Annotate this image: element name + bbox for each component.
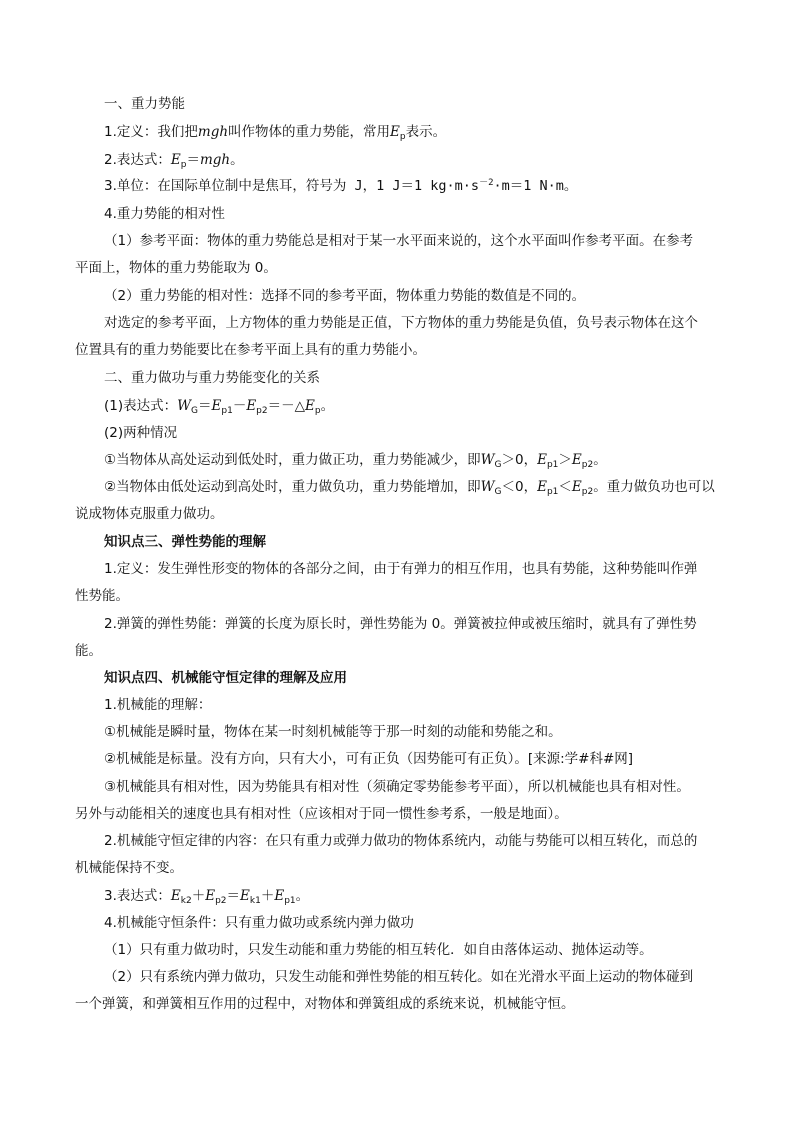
sign-meaning-line-2: 位置具有的重力势能要比在参考平面上具有的重力势能小。: [75, 342, 426, 358]
section-heading-elastic-pe: 知识点三、弹性势能的理解: [104, 534, 266, 550]
case-2-line-1: ②当物体由低处运动到高处时，重力做负功，重力势能增加，即$W_G<0$，$E_{p1}<E_{p2}$。重力做负功也可以: [104, 479, 715, 497]
work-expression-line: (1)表达式：$W_G=E_{p1}-E_{p2}=-\triangle E_p$。: [104, 398, 335, 416]
relativity-title: 4.重力势能的相对性: [104, 206, 225, 222]
section-heading-gravitational-pe: 一、重力势能: [104, 96, 185, 112]
law-line-2: 机械能保持不变。: [75, 860, 183, 876]
case-1-line: ①当物体从高处运动到低处时，重力做正功，重力势能减少，即$W_G>0$，$E_{p1}>E_{p2}$。: [104, 452, 607, 470]
understanding-item-3-line-1: ③机械能具有相对性，因为势能具有相对性（须确定零势能参考平面），所以机械能也具有相对性。: [104, 779, 690, 795]
reference-plane-line-1: （1）参考平面：物体的重力势能总是相对于某一水平面来说的，这个水平面叫作参考平面。在参考: [104, 233, 694, 249]
expression-line: 2.表达式：$E_p=mgh$。: [104, 152, 244, 170]
understanding-item-1: ①机械能是瞬时量，物体在某一时刻机械能等于那一时刻的动能和势能之和。: [104, 724, 562, 740]
case-2-line-2: 说成物体克服重力做功。: [75, 506, 224, 522]
section-heading-conservation: 知识点四、机械能守恒定律的理解及应用: [104, 670, 347, 686]
elastic-definition-line-1: 1.定义：发生弹性形变的物体的各部分之间，由于有弹力的相互作用，也具有势能，这种势能叫作弹: [104, 561, 698, 577]
understanding-item-2: ②机械能是标量。没有方向，只有大小，可有正负（因势能可有正负）。[来源:学#科#网]: [104, 751, 634, 767]
spring-pe-line-2: 能。: [75, 643, 102, 659]
conservation-expression-line: 3.表达式：$E_{k2}+E_{p2}=E_{k1}+E_{p1}$。: [104, 888, 310, 906]
understanding-item-3-line-2: 另外与动能相关的速度也具有相对性（应该相对于同一惯性参考系，一般是地面）。: [75, 806, 568, 822]
unit-line: 3.单位：在国际单位制中是焦耳，符号为 J，1 J＝1 $kg\cdot m\cdot s^{-2}\cdot m=1$ N·m。: [104, 178, 578, 194]
condition-item-2-line-2: 一个弹簧，和弹簧相互作用的过程中，对物体和弹簧组成的系统来说，机械能守恒。: [75, 996, 575, 1012]
sign-meaning-line-1: 对选定的参考平面，上方物体的重力势能是正值，下方物体的重力势能是负值，负号表示物体在这个: [104, 315, 698, 331]
condition-item-1: （1）只有重力做功时，只发生动能和重力势能的相互转化．如自由落体运动、抛体运动等。: [104, 942, 653, 958]
reference-plane-line-2: 平面上，物体的重力势能取为 0。: [75, 260, 277, 276]
condition-item-2-line-1: （2）只有系统内弹力做功，只发生动能和弹性势能的相互转化。如在光滑水平面上运动的物体碰到: [104, 969, 694, 985]
law-line-1: 2.机械能守恒定律的内容：在只有重力或弹力做功的物体系统内，动能与势能可以相互转化，而总的: [104, 833, 698, 849]
understanding-title: 1.机械能的理解：: [104, 697, 212, 713]
spring-pe-line-1: 2.弹簧的弹性势能：弹簧的长度为原长时，弹性势能为 0。弹簧被拉伸或被压缩时，就具有了弹性势: [104, 616, 697, 632]
condition-title: 4.机械能守恒条件：只有重力做功或系统内弹力做功: [104, 915, 414, 931]
definition-line: 1.定义：我们把mgh叫作物体的重力势能，常用$E_p$表示。: [104, 124, 447, 142]
elastic-definition-line-2: 性势能。: [75, 588, 129, 604]
section-heading-work-gravity: 二、重力做功与重力势能变化的关系: [104, 370, 320, 386]
two-cases-line: (2)两种情况: [104, 425, 178, 441]
relativity-line: （2）重力势能的相对性：选择不同的参考平面，物体重力势能的数值是不同的。: [104, 288, 586, 304]
